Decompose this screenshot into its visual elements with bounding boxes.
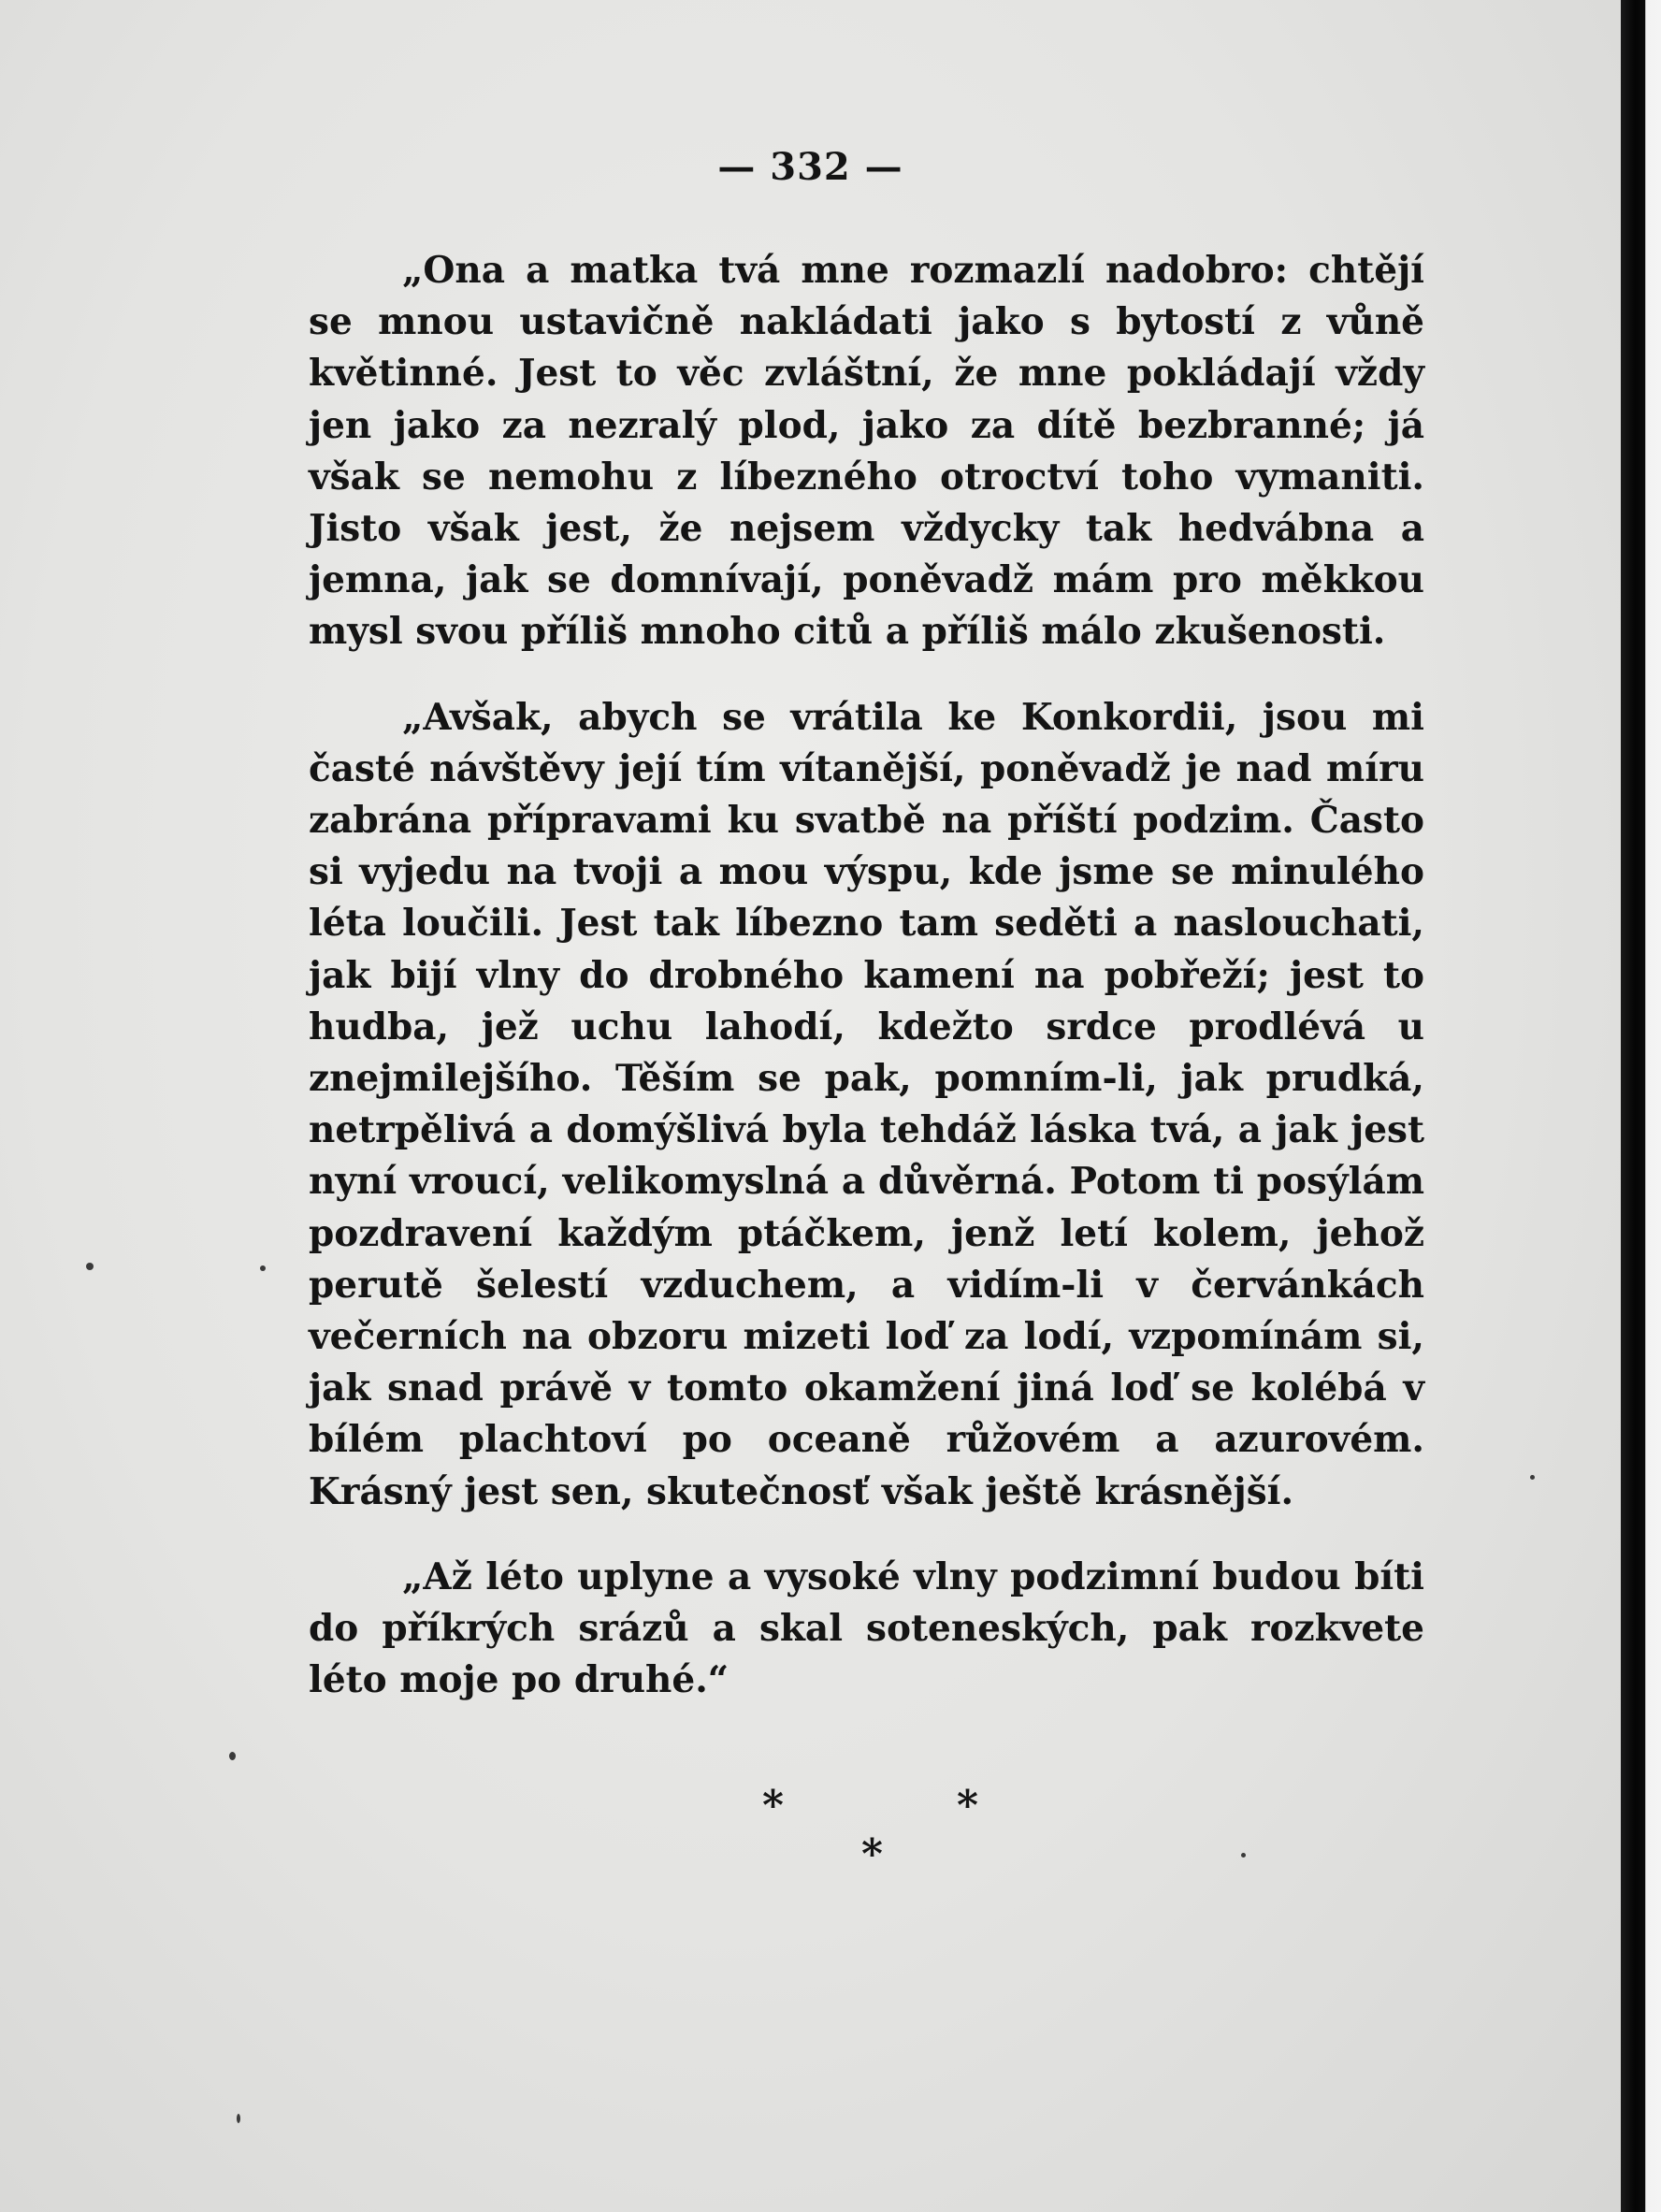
- scan-speck: [86, 1263, 94, 1270]
- asterisk-right: *: [957, 1782, 979, 1829]
- asterisk-left: *: [762, 1782, 785, 1829]
- paragraph-3: „Až léto uplyne a vysoké vlny podzimní budou bíti do příkrých srázů a skal soteneských, pak rozkvete léto moje po druhé.“: [309, 1554, 1424, 1702]
- scan-speck: [229, 1752, 236, 1760]
- paragraph-1: „Ona a matka tvá mne rozmazlí nadobro: chtějí se mnou ustavičně nakládati jako s bytostí z vůně květinné. Jest to věc zvláštní, že mne pokládají vždy jen jako za nezralý plod, jako za dítě bezbranné; já však se nemohu z líbezného otroctví toho vymaniti. Jisto však jest, že nejsem vždycky tak hedvábna a jemna, jak se domnívají, poněvadž mám pro měkkou mysl svou příliš mnoho citů a příliš málo zkušenosti.: [309, 249, 1424, 654]
- page-gutter-edge: [1621, 0, 1661, 2212]
- scan-speck: [1241, 1853, 1246, 1858]
- page-number-header: — 332 —: [717, 145, 903, 189]
- asterisk-bottom: *: [861, 1830, 884, 1878]
- scan-speck: [260, 1265, 266, 1271]
- body-text: [309, 245, 1424, 1740]
- scan-speck: [237, 2114, 240, 2123]
- paragraph-2: „Avšak, abych se vrátila ke Konkordii, jsou mi časté návštěvy její tím vítanější, poněvadž je nad míru zabrána přípravami ku svatbě na příští podzim. Často si vyjedu na tvoji a mou výspu, kde jsme se minulého léta loučili. Jest tak líbezno tam seděti a naslouchati, jak bijí vlny do drobného kamení na pobřeží; jest to hudba, jež uchu lahodí, kdežto srdce prodlévá u znejmilejšího. Těším se pak, pomním-li, jak prudká, netrpělivá a domýšlivá byla tehdáž láska tvá, a jak jest nyní vroucí, velikomyslná a důvěrná. Potom ti posýlám pozdravení každým ptáčkem, jenž letí kolem, jehož perutě šelestí vzduchem, a vidím-li v červánkách večerních na obzoru mizeti loď za lodí, vzpomínám si, jak snad právě v tomto okamžení jiná loď se kolébá v bílém plachtoví po oceaně růžovém a azurovém. Krásný jest sen, skutečnosť však ještě krásnější.: [309, 695, 1424, 1513]
- section-break-asterism: [0, 1782, 1621, 1903]
- scan-speck: [1530, 1475, 1535, 1480]
